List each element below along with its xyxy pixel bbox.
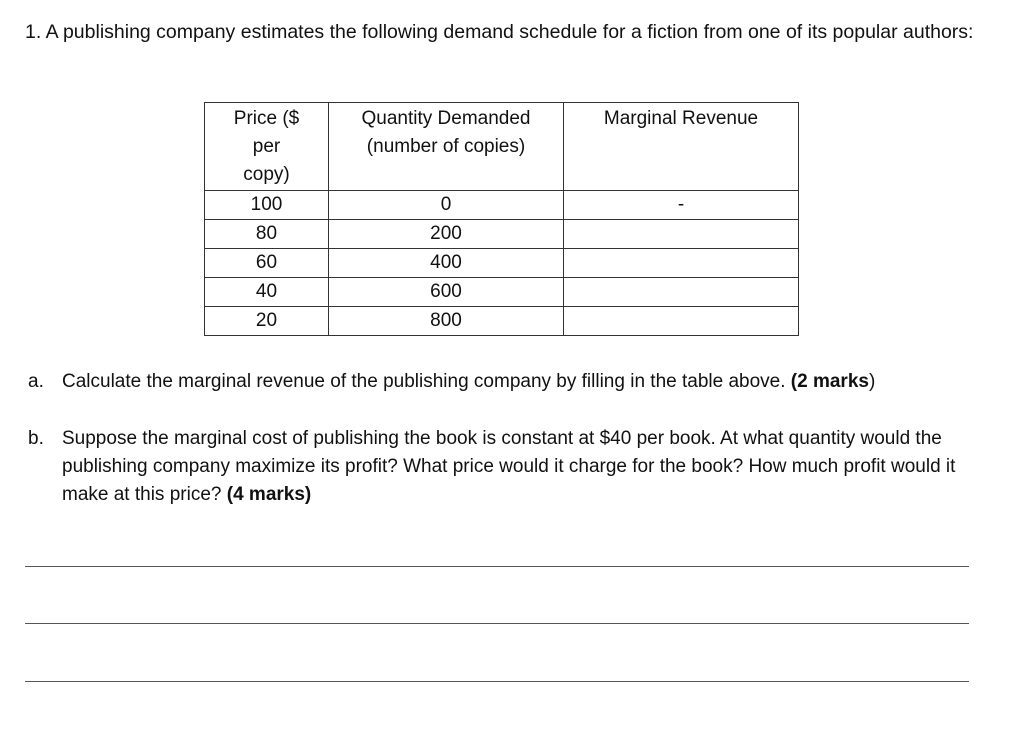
part-a-text xyxy=(62,368,978,396)
table-row xyxy=(205,249,799,278)
price-cell: 100 xyxy=(205,191,329,220)
marginal-revenue-cell: - xyxy=(564,191,799,220)
table-row xyxy=(205,307,799,336)
price-cell: 40 xyxy=(205,278,329,307)
marginal-revenue-cell[interactable] xyxy=(564,220,799,249)
price-cell: 20 xyxy=(205,307,329,336)
table-row xyxy=(205,278,799,307)
marginal-revenue-cell[interactable] xyxy=(564,278,799,307)
table-row xyxy=(205,191,799,220)
quantity-cell: 400 xyxy=(329,249,564,278)
part-a-closing: ) xyxy=(868,371,876,392)
part-a xyxy=(28,368,978,396)
demand-schedule-table xyxy=(204,102,799,336)
header-price: Price ($ per copy) xyxy=(205,103,329,191)
quantity-cell: 600 xyxy=(329,278,564,307)
part-b-letter: b. xyxy=(28,428,44,449)
part-b-marks: (4 marks) xyxy=(226,484,312,505)
quantity-cell: 800 xyxy=(329,307,564,336)
part-b xyxy=(28,425,978,509)
part-b-text xyxy=(62,425,978,509)
header-quantity: Quantity Demanded (number of copies) xyxy=(329,103,564,191)
marginal-revenue-cell[interactable] xyxy=(564,249,799,278)
part-a-letter: a. xyxy=(28,371,44,392)
quantity-cell: 200 xyxy=(329,220,564,249)
part-a-question: Calculate the marginal revenue of the publishing company by filling in the table above. xyxy=(62,371,786,392)
answer-line[interactable] xyxy=(25,681,969,682)
header-marginal-revenue: Marginal Revenue xyxy=(564,103,799,191)
question-intro: 1. A publishing company estimates the following demand schedule for a fiction from one of its popular authors: xyxy=(25,21,974,43)
table-header-row xyxy=(205,103,799,191)
price-cell: 80 xyxy=(205,220,329,249)
price-cell: 60 xyxy=(205,249,329,278)
answer-line[interactable] xyxy=(25,623,969,624)
part-b-question: Suppose the marginal cost of publishing the book is constant at $40 per book. At what quantity would the publishing company maximize its profit? What price would it charge for the book? How much profit would it make at this price? xyxy=(62,428,956,505)
quantity-cell: 0 xyxy=(329,191,564,220)
marginal-revenue-cell[interactable] xyxy=(564,307,799,336)
table-row xyxy=(205,220,799,249)
answer-line[interactable] xyxy=(25,566,969,567)
part-a-marks: (2 marks xyxy=(790,371,869,392)
